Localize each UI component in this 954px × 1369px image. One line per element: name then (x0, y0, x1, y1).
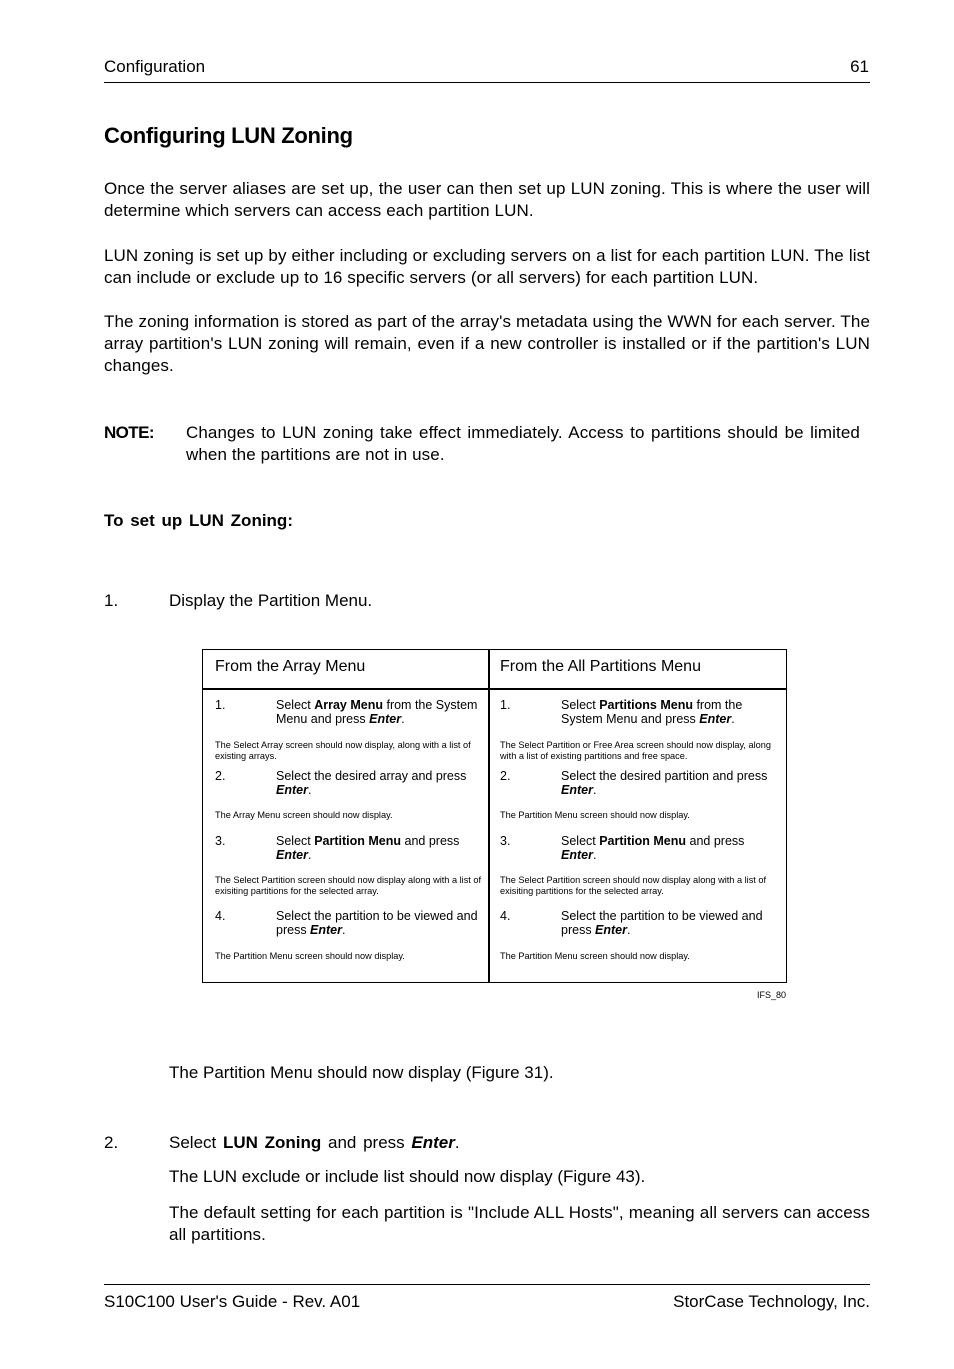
left-note-2: The Array Menu screen should now display. (215, 810, 393, 820)
right-column-heading: From the All Partitions Menu (500, 658, 701, 675)
paragraph-2: LUN zoning is set up by either including or excluding servers on a list for each partition LUN. The list can include or exclude up to 16 specific servers (or all servers) for each partition LUN. (104, 246, 870, 287)
note-text: Changes to LUN zoning take effect immediately. Access to partitions should be limited when the partitions are not in use. (186, 423, 860, 464)
step-text: Select the partition to be viewed and press Enter. (561, 909, 763, 937)
step-number: 3. (215, 834, 226, 848)
step-text: Select the partition to be viewed and press Enter. (276, 909, 478, 937)
right-note-4: The Partition Menu screen should now display. (500, 951, 690, 961)
figure-id: IFS_80 (756, 990, 786, 1000)
step-number: 1. (215, 698, 226, 712)
right-note-3: The Select Partition screen should now display along with a list of exisiting partitions for the selected array. (500, 875, 767, 896)
step-text: Select Partitions Menu from the System Menu and press Enter. (561, 698, 743, 726)
left-note-1: The Select Array screen should now display, along with a list of existing arrays. (215, 740, 471, 761)
step-text: Select the desired partition and press Enter. (561, 769, 768, 797)
header-divider (203, 688, 786, 690)
procedure-heading: To set up LUN Zoning: (104, 511, 293, 530)
menu-path-table (202, 649, 787, 983)
header-rule (104, 82, 870, 83)
step-text: Select the desired array and press Enter. (276, 769, 467, 797)
step-text: Select Array Menu from the System Menu and press Enter. (276, 698, 478, 726)
paragraph-3: The zoning information is stored as part of the array's metadata using the WWN for each server. The array partition's LUN zoning will remain, even if a new controller is installed or if the partition's LUN changes. (104, 312, 870, 375)
left-note-4: The Partition Menu screen should now display. (215, 951, 405, 961)
paragraph-1: Once the server aliases are set up, the user can then set up LUN zoning. This is where the user will determine which servers can access each partition LUN. (104, 179, 870, 220)
step-1-text: Display the Partition Menu. (169, 591, 373, 610)
step-number: 1. (500, 698, 511, 712)
step-number: 4. (215, 909, 226, 923)
step-number: 2. (215, 769, 226, 783)
step-text: Select Partition Menu and press Enter. (561, 834, 745, 862)
right-note-2: The Partition Menu screen should now display. (500, 810, 690, 820)
step-number: 3. (500, 834, 511, 848)
step-2-number: 2. (104, 1133, 119, 1152)
footer-company: StorCase Technology, Inc. (673, 1292, 870, 1311)
running-header-section: Configuration (104, 57, 206, 76)
step-2-result: The LUN exclude or include list should now display (Figure 43). (169, 1167, 646, 1186)
step-1-number: 1. (104, 591, 119, 610)
left-note-3: The Select Partition screen should now display along with a list of exisiting partitions for the selected array. (215, 875, 482, 896)
footer-guide-title: S10C100 User's Guide - Rev. A01 (104, 1292, 361, 1311)
page-number: 61 (850, 57, 869, 76)
right-note-1: The Select Partition or Free Area screen should now display, along with a list of existing partitions and free space. (500, 740, 772, 761)
note-label: NOTE: (104, 423, 154, 442)
step-2-text: Select LUN Zoning and press Enter. (169, 1133, 460, 1152)
page-title: Configuring LUN Zoning (104, 123, 353, 148)
step-2-default-setting: The default setting for each partition is "Include ALL Hosts", meaning all servers can access all partitions. (169, 1203, 870, 1244)
after-table-text: The Partition Menu should now display (Figure 31). (169, 1063, 554, 1082)
step-number: 2. (500, 769, 511, 783)
footer-rule (104, 1284, 870, 1285)
step-number: 4. (500, 909, 511, 923)
step-text: Select Partition Menu and press Enter. (276, 834, 460, 862)
left-column-heading: From the Array Menu (215, 658, 366, 675)
